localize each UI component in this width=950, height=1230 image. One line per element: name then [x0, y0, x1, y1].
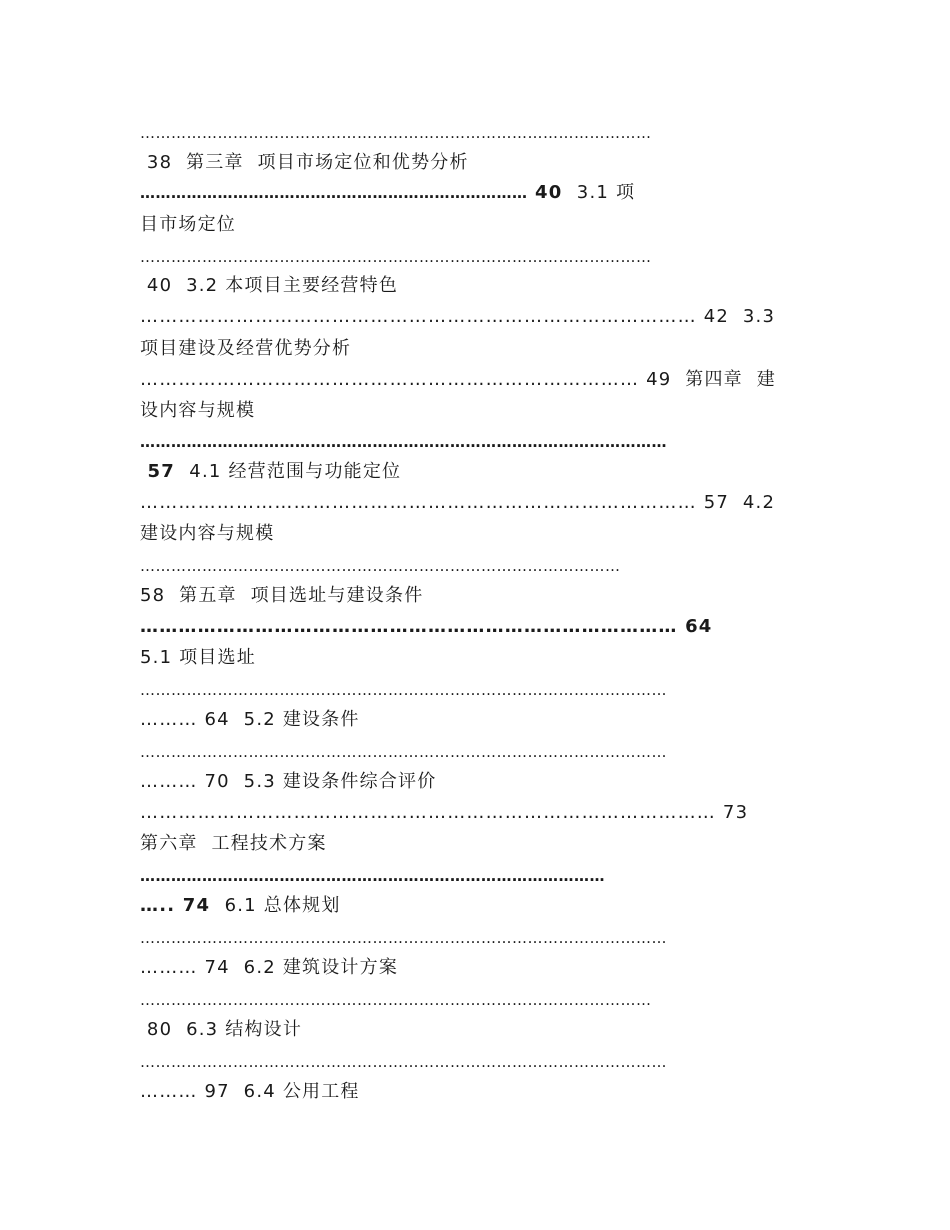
toc-entry-6-1 — [140, 895, 341, 917]
toc-leader-line: ………………………………………………………………………………………… — [140, 929, 667, 947]
toc-page-number: 40 — [527, 182, 570, 203]
toc-entry-line: …………………………………………………………………………… 57 4.2 — [140, 492, 776, 513]
toc-entry-chapter-5: 58 第五章 项目选址与建设条件 — [140, 585, 424, 606]
toc-entry-6-2: ……… 74 6.2 建筑设计方案 — [140, 957, 399, 978]
toc-entry-6-3: 80 6.3 结构设计 — [140, 1019, 303, 1040]
toc-leader-line: ……………………………………………………………………………… — [140, 867, 605, 885]
toc-leader-line: ……………………………………………………………………………………… — [140, 248, 652, 266]
toc-entry-6-4: ……… 97 6.4 公用工程 — [140, 1081, 360, 1102]
toc-page-number: 57 — [140, 461, 183, 482]
toc-leader: ………………………………………………………………… — [140, 184, 528, 202]
toc-entry-3-1: 目市场定位 — [140, 214, 236, 235]
toc-entry-chapter-3: 38 第三章 项目市场定位和优势分析 — [140, 152, 469, 173]
toc-entry-line: …………………………………………………………………… 49 第四章 建 — [140, 369, 776, 390]
toc-entry-4-2: 建设内容与规模 — [140, 523, 275, 544]
toc-entry-5-1: 5.1 项目选址 — [140, 647, 256, 668]
toc-entry-3-3: 项目建设及经营优势分析 — [140, 338, 352, 359]
toc-entry-line: ……………………………………………………………………………… 73 — [140, 802, 749, 823]
toc-entry-text: 3.1 项 — [569, 182, 636, 203]
toc-entry-line — [140, 182, 635, 204]
toc-leader-line: ………………………………………………………………………………………… — [140, 433, 667, 451]
toc-entry-5-2: ……… 64 5.2 建设条件 — [140, 709, 360, 730]
toc-entry-text: 4.1 经营范围与功能定位 — [182, 461, 402, 482]
toc-leader-line: ………………………………………………………………………………………… — [140, 1053, 667, 1071]
toc-entry-chapter-6: 第六章 工程技术方案 — [140, 833, 327, 854]
toc-leader-line: ……………………………………………………………………………………… — [140, 124, 652, 142]
toc-leader-line: ……………………………………………………………………………………… — [140, 991, 652, 1009]
toc-entry-text: 6.1 总体规划 — [217, 895, 341, 916]
toc-entry-3-2: 40 3.2 本项目主要经营特色 — [140, 275, 399, 296]
toc-leader-line: ………………………………………………………………………………… — [140, 557, 621, 575]
toc-entry-line: …………………………………………………………………………… 42 3.3 — [140, 306, 776, 327]
toc-leader-line: ………………………………………………………………………………………… — [140, 681, 667, 699]
toc-entry-5-3: ……… 70 5.3 建设条件综合评价 — [140, 771, 437, 792]
toc-page-number: ….. 74 — [140, 895, 218, 916]
toc-entry-chapter-4: 设内容与规模 — [140, 400, 256, 421]
toc-entry-line: ………………………………………………………………………… 64 — [140, 616, 713, 637]
toc-leader-line: ………………………………………………………………………………………… — [140, 743, 667, 761]
toc-entry-4-1 — [140, 461, 401, 483]
